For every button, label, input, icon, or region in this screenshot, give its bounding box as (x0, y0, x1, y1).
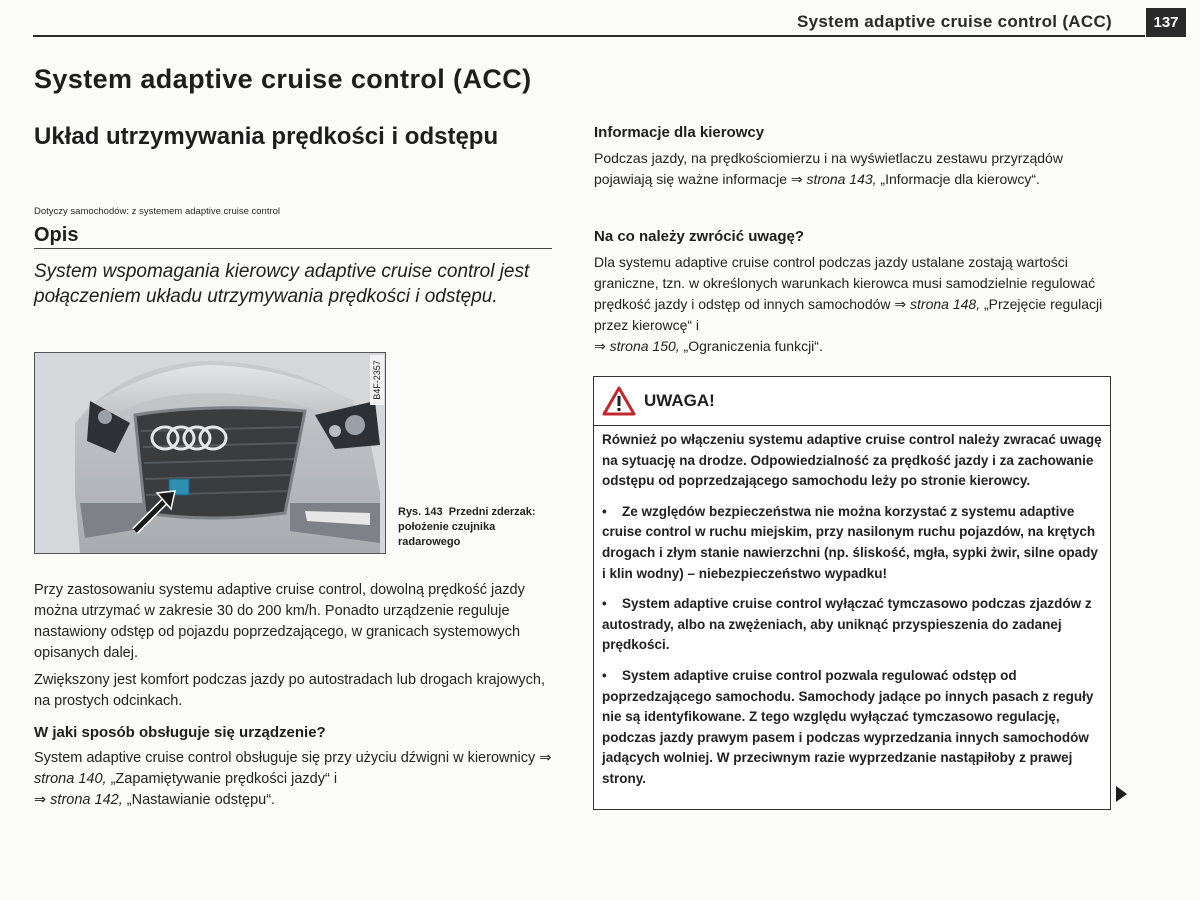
car-front-illustration (35, 353, 385, 553)
paragraph-attention (594, 252, 1114, 357)
lead-paragraph: System wspomagania kierowcy adaptive cruise control jest połączeniem układu utrzymywania prędkości i odstępu. (34, 261, 535, 307)
warning-bullet (602, 666, 1102, 790)
warning-triangle-icon (602, 386, 636, 416)
warning-bullet-text: Ze względów bezpieczeństwa nie można korzystać z systemu adaptive cruise control w ruchu miejskim, przy nasilonym ruchu pojazdów, na krętych drogach i złym stanie nawierzchni (np. śliskość, mgła, sypki żwir, silne opady i klin wodny) – niebezpieczeństwo wypadku! (602, 503, 1102, 581)
page-reference-link[interactable]: strona 143, (802, 171, 877, 187)
heading-operation: W jaki sposób obsługuje się urządzenie? (34, 724, 326, 741)
ref-arrow-icon: ⇒ (539, 750, 552, 766)
ref-arrow-icon: ⇒ (594, 338, 606, 354)
bullet-icon: • (602, 503, 607, 519)
paragraph-operation (34, 748, 556, 811)
continue-arrow-icon (1116, 786, 1127, 802)
running-title: System adaptive cruise control (ACC) (797, 12, 1112, 31)
ref-arrow-icon: ⇒ (894, 296, 907, 312)
warning-bullet-text: System adaptive cruise control wyłączać tymczasowo podczas zjazdów z autostrady, albo na zwężeniach, aby uniknąć przyspieszenia do zadanej prędkości. (602, 596, 1096, 653)
warning-bullet-text: System adaptive cruise control pozwala regulować odstęp od poprzedzającego samochodu. Samochody jadące po innych pasach z reguły nie są identyfikowane. Z tego względu wyłączać tymczasowo regulację, podczas jazdy prawym pasem i podczas wyprzedzania innych samochodów jadących wolniej. W przeciwnym razie wyprzedzanie nastąpiłoby z prawej strony. (602, 667, 1098, 786)
page-reference-link[interactable]: strona 150, (605, 338, 680, 354)
figure-code: B4F-2357 (372, 360, 382, 400)
warning-intro: Również po włączeniu systemu adaptive cruise control należy zwracać uwagę na sytuację na drodze. Odpowiedzialność za prędkość jazdy i za zachowanie odstępu od poprzedzającego samochodu leży po stronie kierowcy. (602, 432, 1106, 489)
page-title: System adaptive cruise control (ACC) (34, 64, 532, 94)
figure-caption: Rys. 143 Przedni zderzak: położenie czujnika radarowego (398, 506, 539, 548)
car-front-figure (34, 352, 386, 554)
heading-attention: Na co należy zwrócić uwagę? (594, 228, 805, 245)
warning-box (593, 376, 1111, 810)
reference-title: „Informacje dla kierowcy“. (876, 171, 1040, 187)
header-rule (33, 35, 1145, 37)
paragraph-driver-info (594, 148, 1109, 190)
warning-title: UWAGA! (644, 391, 715, 410)
reference-title: „Ograniczenia funkcji“. (679, 338, 823, 354)
applies-to-note: Dotyczy samochodów: z systemem adaptive cruise control (34, 206, 281, 217)
warning-body (594, 426, 1110, 790)
reference-title: „Nastawianie odstępu“. (122, 792, 276, 808)
warning-bullet (602, 502, 1102, 584)
driver-info-text: Podczas jazdy, na prędkościomierzu i na wyświetlaczu zestawu przyrządów pojawiają się ważne informacje (594, 150, 1067, 187)
section-subtitle: Układ utrzymywania prędkości i odstępu (34, 123, 499, 150)
page-reference-link[interactable]: strona 142, (46, 792, 123, 808)
warning-bullet (602, 594, 1102, 656)
reference-title: „Przejęcie regulacji przez kierowcę“ i (594, 296, 1107, 333)
page-number: 137 (1146, 8, 1186, 37)
ref-arrow-icon: ⇒ (790, 171, 803, 187)
bullet-icon: • (602, 596, 607, 612)
page-reference-link[interactable]: strona 140, (34, 750, 556, 787)
section-heading-opis: Opis (34, 224, 79, 246)
ref-arrow-icon: ⇒ (34, 792, 47, 808)
heading-driver-info: Informacje dla kierowcy (594, 124, 765, 141)
bullet-icon: • (602, 667, 607, 683)
warning-header (594, 377, 1110, 426)
section-divider (34, 248, 552, 249)
paragraph-comfort: Zwiększony jest komfort podczas jazdy po autostradach lub drogach krajowych, na prostych odcinkach. (34, 672, 550, 709)
attention-text: Dla systemu adaptive cruise control podczas jazdy ustalane zostają wartości graniczne, tzn. w określonych warunkach kierowca musi samodzielnie regulować prędkość jazdy i odstęp od innych samochodów (594, 254, 1100, 312)
paragraph-speed-range: Przy zastosowaniu systemu adaptive cruise control, dowolną prędkość jazdy można utrzymać w zakresie 30 do 200 km/h. Ponadto urządzenie reguluje nastawiony odstęp od pojazdu poprzedzającego, w granicach systemowych opisanych dalej. (34, 582, 529, 661)
page-reference-link[interactable]: strona 148, (906, 296, 981, 312)
reference-title: „Zapamiętywanie prędkości jazdy“ i (106, 771, 338, 787)
operation-text: System adaptive cruise control obsługuje się przy użyciu dźwigni w kierownicy (34, 750, 540, 766)
